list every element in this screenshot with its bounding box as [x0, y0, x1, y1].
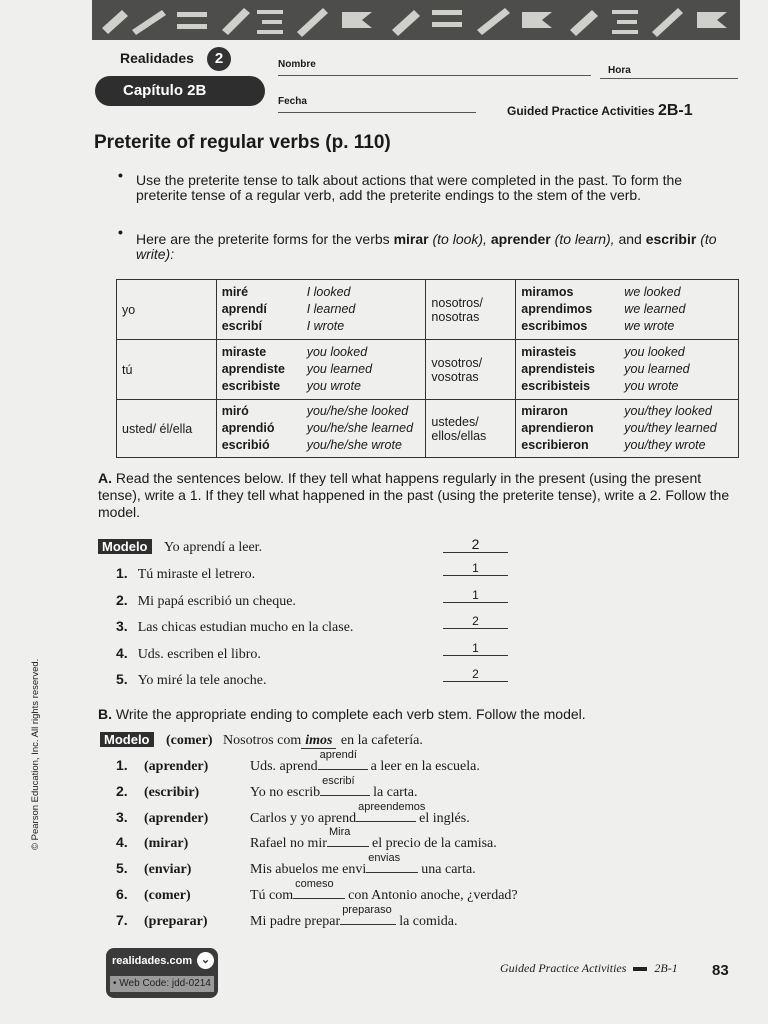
ending-field[interactable]	[356, 800, 426, 822]
item-verb: (aprender)	[144, 759, 209, 774]
level-badge: 2	[207, 47, 231, 71]
item-sentence: Mi papá escribió un cheque.	[137, 593, 296, 609]
part-b-item	[116, 878, 518, 904]
model-ending: imos	[301, 733, 336, 749]
item-verb: (preparar)	[144, 913, 208, 929]
verb-form: escribisteis	[521, 379, 591, 393]
verb-form-row	[222, 301, 421, 318]
item-number: 5.	[116, 860, 128, 877]
verb-form: aprendió	[221, 421, 275, 435]
model-sentence: Yo aprendí a leer.	[163, 540, 263, 555]
item-after: el inglés.	[419, 810, 470, 826]
date-field[interactable]	[278, 112, 476, 113]
item-before: Mi padre prepar	[250, 913, 341, 929]
handwritten-answer: apreendemos	[358, 800, 426, 813]
item-after: la carta.	[373, 784, 418, 800]
verb-form: aprendí	[221, 302, 267, 316]
handwritten-answer: Mira	[328, 826, 351, 839]
item-verb: (comer)	[144, 888, 191, 903]
page-title: Preterite of regular verbs (p. 110)	[94, 132, 391, 153]
item-number: 1.	[116, 757, 128, 773]
item-after: a leer en la escuela.	[370, 759, 480, 774]
verb-translation: you/he/she looked	[306, 404, 409, 418]
verb-form: aprendimos	[521, 302, 593, 316]
part-b-item	[116, 774, 418, 801]
verb-form: aprendisteis	[521, 362, 595, 376]
item-sentence: Las chicas estudian mucho en la clase.	[137, 620, 354, 635]
ending-field[interactable]	[366, 852, 418, 873]
verb-form: escribí	[221, 319, 263, 333]
plural-subject-cell: ustedes/ ellos/ellas	[426, 400, 516, 458]
verb-form-row	[521, 378, 733, 395]
part-b-letter: B.	[98, 706, 112, 722]
item-number: 3.	[116, 808, 128, 825]
verb-form-row	[222, 437, 421, 454]
verb-form-row	[222, 403, 421, 420]
verb-translation: you/he/she wrote	[306, 438, 402, 452]
item-before: Tú com	[250, 888, 294, 903]
verb-form-row	[222, 344, 421, 361]
verb-translation: you wrote	[306, 379, 361, 393]
date-label: Fecha	[278, 96, 307, 107]
verb-form: escribió	[221, 438, 270, 452]
verb-translation: we looked	[624, 285, 681, 299]
forms-cell	[216, 400, 426, 458]
verb-form-row	[521, 361, 733, 378]
verb-form-row	[222, 361, 421, 378]
part-a-item	[116, 671, 267, 689]
subject-cell: usted/ él/ella	[117, 400, 217, 458]
footer-activity	[500, 961, 678, 976]
verb-escribir: escribir	[645, 231, 697, 247]
item-verb: (aprender)	[144, 810, 209, 826]
verb-form-row	[222, 284, 421, 301]
verb-translation: you learned	[306, 362, 373, 376]
handwritten-answer: preparaso	[342, 903, 392, 916]
ending-field[interactable]	[320, 774, 370, 796]
model-verb: (comer)	[165, 733, 213, 748]
verb-translation: you/they learned	[624, 421, 717, 435]
page-number: 83	[712, 962, 729, 979]
item-number: 1.	[116, 565, 128, 581]
verb-form: escribiste	[221, 379, 281, 393]
handwritten-answer: aprendí	[319, 749, 357, 761]
part-b-modelo-row	[100, 731, 423, 749]
verb-translation: you learned	[624, 362, 690, 376]
chapter-label: Capítulo 2B	[95, 76, 265, 106]
verb-form: miró	[221, 404, 249, 418]
plural-forms-cell	[516, 280, 739, 340]
item-after: la comida.	[399, 913, 458, 929]
item-after: una carta.	[421, 862, 476, 878]
activity-code: 2B-1	[657, 102, 693, 119]
item-verb: (mirar)	[144, 836, 189, 852]
part-a-text: Read the sentences below. If they tell what happens regularly in the present (using the present tense), write a 1. If they tell what happened in the past (using the preterite tense), write a 2. Follow the model.	[98, 470, 730, 520]
verb-translation: we wrote	[624, 319, 675, 333]
verb-translation: I looked	[306, 285, 351, 299]
verb-form-row	[222, 378, 421, 395]
footer-code: 2B-1	[654, 961, 678, 975]
verb-translation: we learned	[624, 302, 686, 316]
verb-translation: I wrote	[306, 319, 345, 333]
model-before: Nosotros com	[223, 733, 302, 748]
subject-cell: yo	[117, 280, 217, 340]
ending-field[interactable]	[340, 903, 396, 925]
part-b-item	[116, 852, 476, 878]
bullet-1-text: Use the preterite tense to talk about actions that were completed in the past. To form the preterite tense of a regular verb, add the preterite endings to the stem of the verb.	[136, 172, 683, 203]
time-label: Hora	[608, 65, 631, 76]
handwritten-answer: envias	[368, 852, 401, 865]
verb-form-row	[521, 403, 733, 420]
gloss-escribir: (to write):	[136, 231, 717, 262]
model-after: en la cafetería.	[340, 733, 423, 748]
item-answer-field[interactable]: 1	[443, 588, 508, 603]
item-number: 4.	[116, 834, 128, 851]
site-link[interactable]: realidades.com	[112, 955, 193, 967]
name-label: Nombre	[278, 59, 316, 70]
item-before: Rafael no mir	[250, 836, 327, 852]
web-code: • Web Code: jdd-0214	[110, 976, 214, 992]
bullet-1-marker: •	[118, 167, 123, 183]
part-a-item	[116, 592, 296, 610]
verb-translation: you/they wrote	[624, 438, 706, 452]
bullet-2-and: and	[618, 231, 642, 247]
verb-form: miraron	[521, 404, 568, 418]
modelo-label-b: Modelo	[100, 732, 154, 747]
item-before: Uds. aprend	[250, 759, 318, 774]
plural-subject-cell: vosotros/ vosotras	[426, 340, 516, 400]
verb-form-row	[521, 344, 733, 361]
verb-form-row	[521, 284, 733, 301]
part-a-letter: A.	[98, 470, 112, 486]
verb-form-row	[521, 420, 733, 437]
ending-field[interactable]	[293, 878, 345, 899]
verb-form-row	[521, 437, 733, 454]
verb-translation: you looked	[306, 345, 368, 359]
bullet-2-text	[136, 232, 736, 262]
verb-translation: you looked	[624, 345, 685, 359]
part-b-text: Write the appropriate ending to complete each verb stem. Follow the model.	[115, 706, 586, 722]
part-a-instructions	[98, 470, 738, 521]
item-before: Yo no escrib	[250, 784, 321, 800]
verb-table-row	[117, 280, 739, 340]
verb-form: escribieron	[521, 438, 589, 452]
part-a-item	[116, 645, 261, 663]
verb-form: aprendiste	[221, 362, 285, 376]
verb-form: miré	[221, 285, 249, 299]
part-b-item	[116, 903, 458, 930]
verb-form: mirasteis	[521, 345, 577, 359]
item-number: 4.	[116, 644, 128, 661]
activity-title: Guided Practice Activities	[507, 104, 655, 118]
item-number: 2.	[116, 782, 128, 799]
handwritten-answer: escribí	[322, 774, 355, 787]
verb-table-row	[117, 400, 739, 458]
item-after: con Antonio anoche, ¿verdad?	[348, 888, 518, 903]
gloss-aprender: (to learn),	[554, 231, 615, 247]
forms-cell	[216, 280, 426, 340]
forms-cell	[216, 340, 426, 400]
item-answer-field[interactable]: 1	[443, 561, 508, 576]
footer-activity-title: Guided Practice Activities	[500, 961, 627, 975]
item-number: 3.	[116, 618, 128, 634]
plural-forms-cell	[516, 400, 739, 458]
preterite-verb-table	[116, 279, 739, 458]
gloss-mirar: (to look),	[432, 231, 487, 247]
verb-table-row	[117, 340, 739, 400]
series-name: Realidades	[120, 50, 194, 66]
item-before: Mis abuelos me envi	[250, 862, 367, 878]
part-a-item	[116, 618, 353, 636]
plural-forms-cell	[516, 340, 739, 400]
item-answer-field[interactable]: 2	[443, 667, 508, 682]
plural-subject-cell: nosotros/ nosotras	[426, 280, 516, 340]
handwritten-answer: comeso	[295, 878, 334, 890]
item-sentence: Tú miraste el letrero.	[137, 567, 256, 582]
verb-aprender: aprender	[490, 231, 551, 247]
bullet-2-intro: Here are the preterite forms for the verbs	[136, 231, 390, 247]
item-before: Carlos y yo aprend	[250, 810, 357, 826]
item-verb: (enviar)	[144, 862, 192, 878]
verb-translation: I learned	[306, 302, 356, 316]
part-b-item	[116, 800, 470, 827]
part-a-modelo-row	[98, 538, 262, 556]
verb-form-row	[521, 301, 733, 318]
verb-mirar: mirar	[393, 231, 429, 247]
dash-icon	[633, 967, 647, 971]
part-a-item	[116, 565, 255, 583]
time-field[interactable]	[600, 78, 738, 79]
verb-form: miraste	[221, 345, 267, 359]
bullet-2-marker: •	[118, 224, 123, 240]
subject-cell: tú	[117, 340, 217, 400]
verb-form-row	[222, 318, 421, 335]
name-field[interactable]	[278, 75, 591, 76]
item-sentence: Uds. escriben el libro.	[137, 646, 261, 662]
activity-header	[507, 102, 693, 120]
verb-translation: you wrote	[624, 379, 679, 393]
verb-form: aprendieron	[521, 421, 594, 435]
item-number: 6.	[116, 886, 128, 902]
verb-form: escribimos	[521, 319, 588, 333]
verb-form-row	[222, 420, 421, 437]
item-after: el precio de la camisa.	[371, 836, 497, 852]
verb-translation: you/they looked	[624, 404, 712, 418]
ending-field[interactable]	[318, 749, 368, 770]
item-verb: (escribir)	[144, 784, 200, 800]
model-answer: 2	[443, 536, 508, 553]
item-sentence: Yo miré la tele anoche.	[137, 673, 267, 688]
item-number: 2.	[116, 591, 128, 608]
part-b-item	[116, 749, 480, 775]
copyright-notice	[30, 660, 44, 850]
item-number: 7.	[116, 911, 128, 928]
item-number: 5.	[116, 671, 128, 687]
chevron-down-icon: ⌄	[197, 952, 214, 969]
part-b-instructions	[98, 706, 738, 723]
item-answer-field[interactable]: 1	[443, 641, 508, 656]
verb-form: miramos	[521, 285, 574, 299]
modelo-label: Modelo	[98, 539, 152, 554]
decorative-banner	[92, 0, 740, 40]
verb-form-row	[521, 318, 733, 335]
part-b-item	[116, 826, 497, 852]
verb-translation: you/he/she learned	[306, 421, 414, 435]
item-answer-field[interactable]: 2	[443, 614, 508, 629]
ending-field[interactable]	[327, 826, 369, 847]
copyright-text: © Pearson Education, Inc. All rights reserved.	[30, 658, 41, 850]
